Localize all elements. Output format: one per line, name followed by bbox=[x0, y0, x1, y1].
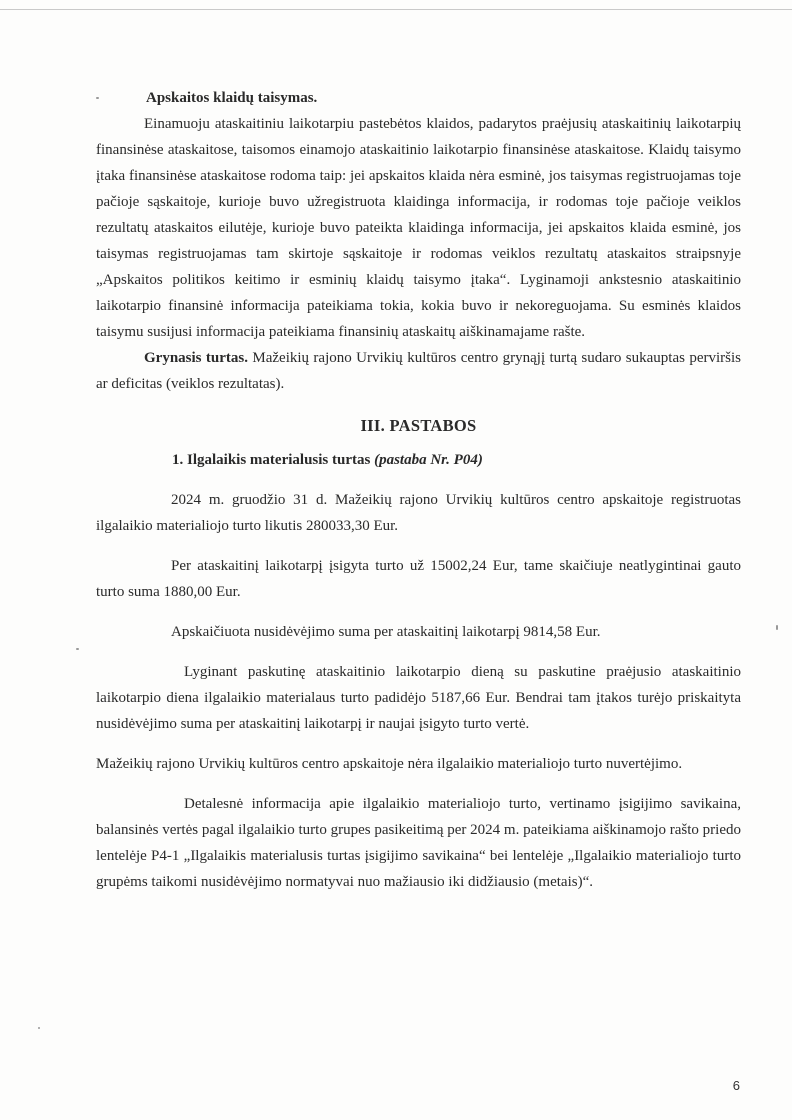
page-number: 6 bbox=[732, 1078, 740, 1093]
scan-speck bbox=[38, 1027, 40, 1029]
section-heading: Apskaitos klaidų taisymas. bbox=[146, 90, 318, 106]
paragraph-net-assets bbox=[96, 345, 741, 397]
paragraph-balance: 2024 m. gruodžio 31 d. Mažeikių rajono Urvikių kultūros centro apskaitoje registruotas ilgalaikio materialiojo turto likutis 280033,30 Eur. bbox=[96, 492, 741, 534]
paragraph-errors: Einamuoju ataskaitiniu laikotarpiu pastebėtos klaidos, padarytos praėjusių ataskaitinių laikotarpių finansinėse ataskaitose, taisomos einamojo ataskaitinio laikotarpio finansinėse ataskaitose. Klaidų taisymo įtaka finansinėse ataskaitose rodoma taip: jei apskaitos klaida nėra esminė, jos taisymas registruojamas toje pačioje sąskaitoje, kurioje buvo užregistruota klaidinga informacija, ir rodomas toje pačioje veiklos rezultatų ataskaitos eilutėje, kurioje buvo pateikta klaidinga informacija, jei apskaitos klaida esminė, jos taisymas registruojamas tam skirtoje sąskaitoje ir rodomas veiklos rezultatų ataskaitos straipsnyje „Apskaitos politikos keitimo ir esminių klaidų taisymo įtaka“. Lyginamoji ankstesnio ataskaitinio laikotarpio finansinė informacija pateikiama tokia, kokia buvo ir nekoreguojama. Su esminės klaidos taisymu susijusi informacija pateikiama finansinių ataskaitų aiškinamajame rašte. bbox=[96, 116, 741, 340]
part-title: III. PASTABOS bbox=[360, 416, 477, 435]
document-body bbox=[96, 85, 741, 895]
note-title-text: 1. Ilgalaikis materialusis turtas bbox=[172, 452, 375, 468]
paragraph-details: Detalesnė informacija apie ilgalaikio materialiojo turto, vertinamo įsigijimo savikaina, balansinės vertės pagal ilgalaikio turto grupes pasikeitimą per 2024 m. pateikiama aiškinamojo rašto priedo lentelėje P4-1 „Ilgalaikis materialusis turtas įsigijimo savikaina“ bei lentelėje „Ilgalaikio materialiojo turto grupėms taikomi nusidėvėjimo normatyvai nuo mažiausio iki didžiausio (metais)“. bbox=[96, 796, 741, 890]
paragraph-acquired: Per ataskaitinį laikotarpį įsigyta turto už 15002,24 Eur, tame skaičiuje neatlygintinai gauto turto suma 1880,00 Eur. bbox=[96, 558, 741, 600]
paragraph-comparison: Lyginant paskutinę ataskaitinio laikotarpio dieną su paskutine praėjusio ataskaitinio laikotarpio diena ilgalaikio materialaus turto padidėjo 5187,66 Eur. Bendrai tam įtakos turėjo priskaityta nusidėvėjimo suma per ataskaitinį laikotarpį ir naujai įsigyto turto vertė. bbox=[96, 664, 741, 732]
paragraph-depreciation: Apskaičiuota nusidėvėjimo suma per ataskaitinį laikotarpį 9814,58 Eur. bbox=[171, 624, 601, 640]
paragraph-impairment: Mažeikių rajono Urvikių kultūros centro apskaitoje nėra ilgalaikio materialiojo turto nuvertėjimo. bbox=[96, 756, 683, 772]
scan-speck bbox=[96, 97, 99, 99]
top-edge-line bbox=[0, 9, 792, 10]
net-assets-text: Mažeikių rajono Urvikių kultūros centro grynąjį turtą sudaro sukauptas perviršis ar deficitas (veiklos rezultatas). bbox=[96, 350, 741, 392]
note-title bbox=[172, 447, 741, 473]
scan-speck bbox=[776, 625, 778, 630]
net-assets-label: Grynasis turtas. bbox=[144, 350, 248, 366]
note-reference: (pastaba Nr. P04) bbox=[374, 452, 483, 468]
scan-speck bbox=[76, 648, 79, 650]
